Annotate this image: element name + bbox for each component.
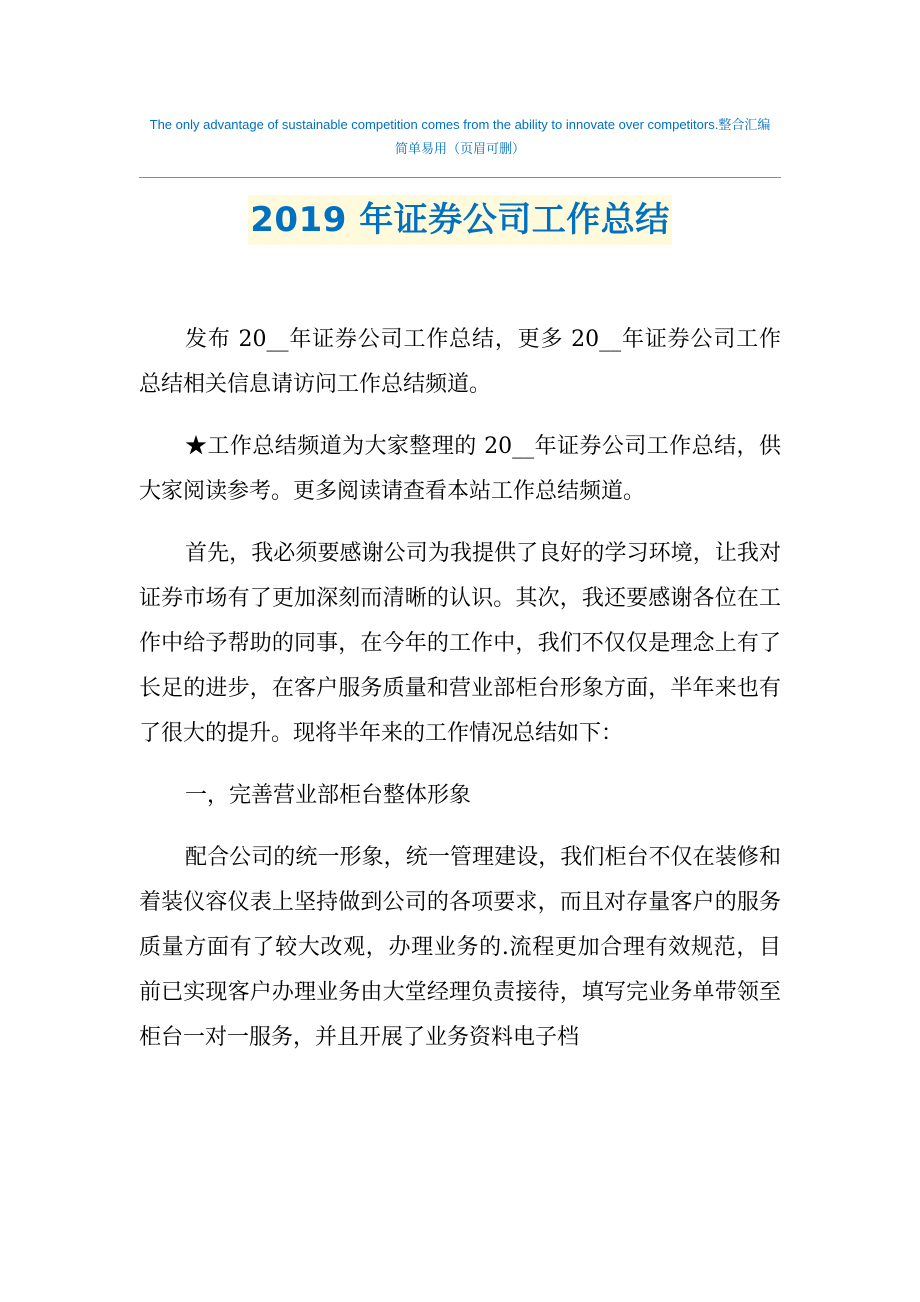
paragraph-2: ★工作总结频道为大家整理的 20__年证券公司工作总结，供大家阅读参考。更多阅读请查看本站工作总结频道。	[139, 434, 781, 504]
paragraph-3: 首先，我必须要感谢公司为我提供了良好的学习环境，让我对证券市场有了更加深刻而清晰的认识。其次，我还要感谢各位在工作中给予帮助的同事，在今年的工作中，我们不仅仅是理念上有了长足的进步，在客户服务质量和营业部柜台形象方面，半年来也有了很大的提升。现将半年来的工作情况总结如下：	[139, 541, 781, 746]
section-heading-1: 一，完善营业部柜台整体形象	[185, 783, 472, 808]
page-header	[139, 113, 781, 161]
header-line-2: 简单易用（页眉可删）	[394, 141, 525, 156]
title-container	[0, 195, 920, 245]
document-body	[139, 317, 781, 1077]
header-divider	[139, 177, 781, 178]
paragraph-1: 发布 20__年证券公司工作总结，更多 20__年证券公司工作总结相关信息请访问工作总结频道。	[139, 327, 781, 397]
header-line-1: The only advantage of sustainable competition comes from the ability to innovate over competitors.整合汇编	[149, 117, 771, 132]
document-title: 2019 年证券公司工作总结	[248, 195, 671, 245]
paragraph-4: 配合公司的统一形象，统一管理建设，我们柜台不仅在装修和着装仪容仪表上坚持做到公司的各项要求，而且对存量客户的服务质量方面有了较大改观，办理业务的.流程更加合理有效规范，目前已实现客户办理业务由大堂经理负责接待，填写完业务单带领至柜台一对一服务，并且开展了业务资料电子档	[139, 845, 781, 1050]
